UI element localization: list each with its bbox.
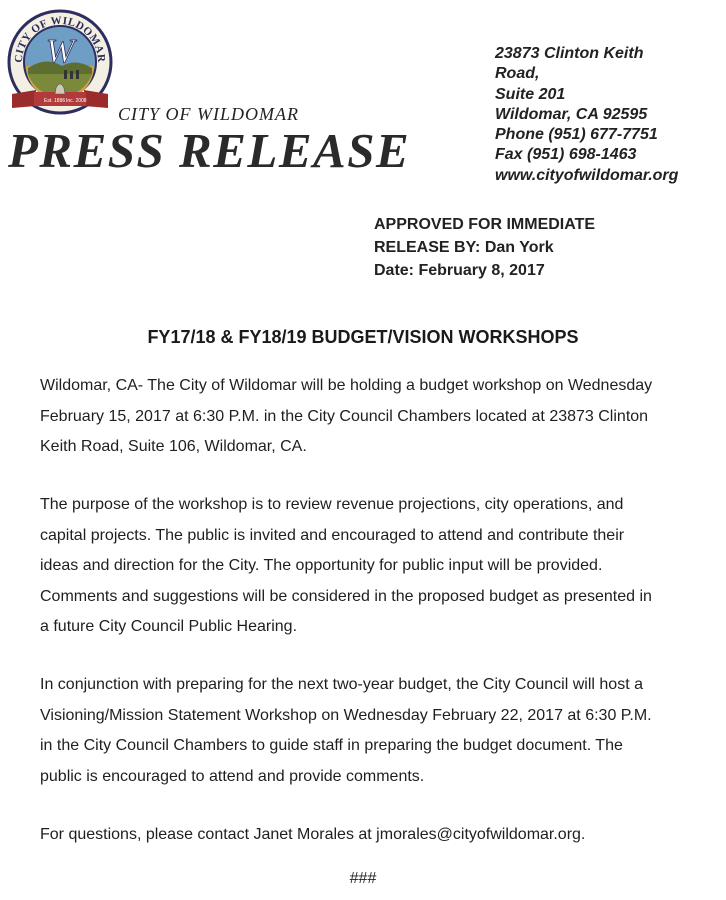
headline: FY17/18 & FY18/19 BUDGET/VISION WORKSHOPS [147, 327, 579, 347]
phone-line: Phone (951) 677-7751 [495, 126, 658, 144]
paragraph-line: a future City Council Public Hearing. [40, 618, 298, 635]
date-line: Date: February 8, 2017 [374, 262, 545, 279]
address-line: Wildomar, CA 92595 [495, 105, 648, 123]
paragraph-line: The purpose of the workshop is to review revenue projections, city operations, and [40, 496, 624, 513]
approval-line: APPROVED FOR IMMEDIATE [374, 216, 596, 233]
paragraph-contact [40, 820, 726, 851]
city-name: CITY OF WILDOMAR [118, 104, 299, 124]
approval-block [374, 213, 595, 282]
paragraph-announcement [40, 371, 726, 463]
release-by-line: RELEASE BY: Dan York [374, 239, 554, 256]
paragraph-purpose [40, 490, 726, 643]
fax-line: Fax (951) 698-1463 [495, 146, 637, 164]
paragraph-line: Comments and suggestions will be considered in the proposed budget as presented in [40, 587, 652, 605]
end-mark: ### [349, 870, 377, 887]
contact-line: For questions, please contact Janet Morales at jmorales@cityofwildomar.org. [40, 826, 586, 843]
seal-arc-label: CITY OF WILDOMAR [12, 14, 108, 64]
paragraph-line: February 15, 2017 at 6:30 P.M. in the City Council Chambers located at 23873 Clinton [40, 407, 649, 425]
paragraph-line: Wildomar, CA- The City of Wildomar will be holding a budget workshop on Wednesday [40, 377, 653, 394]
address-line: Road, [495, 65, 540, 83]
paragraph-line: ideas and direction for the City. The opportunity for public input will be provided. [40, 557, 603, 574]
address-line: 23873 Clinton Keith [495, 45, 644, 62]
seal-year-left: Est. 1886 [44, 98, 66, 104]
city-seal-logo [6, 8, 114, 116]
paragraph-line: Keith Road, Suite 106, Wildomar, CA. [40, 438, 307, 455]
paragraph-line: in the City Council Chambers to guide staff in preparing the budget document. The [40, 737, 623, 754]
svg-text:W: W [45, 33, 75, 70]
contact-address [495, 44, 678, 186]
seal-year-right: Inc. 2008 [66, 98, 87, 104]
website-link[interactable]: www.cityofwildomar.org [495, 166, 679, 184]
paragraph-line: public is encouraged to attend and provide comments. [40, 767, 425, 785]
address-line: Suite 201 [495, 85, 566, 103]
paragraph-line: In conjunction with preparing for the next two-year budget, the City Council will host a [40, 676, 643, 693]
paragraph-visioning [40, 670, 726, 792]
press-release-title: PRESS RELEASE [8, 123, 411, 178]
paragraph-line: Visioning/Mission Statement Workshop on Wednesday February 22, 2017 at 6:30 P.M. [40, 706, 652, 724]
paragraph-line: capital projects. The public is invited and encouraged to attend and contribute their [40, 526, 625, 544]
